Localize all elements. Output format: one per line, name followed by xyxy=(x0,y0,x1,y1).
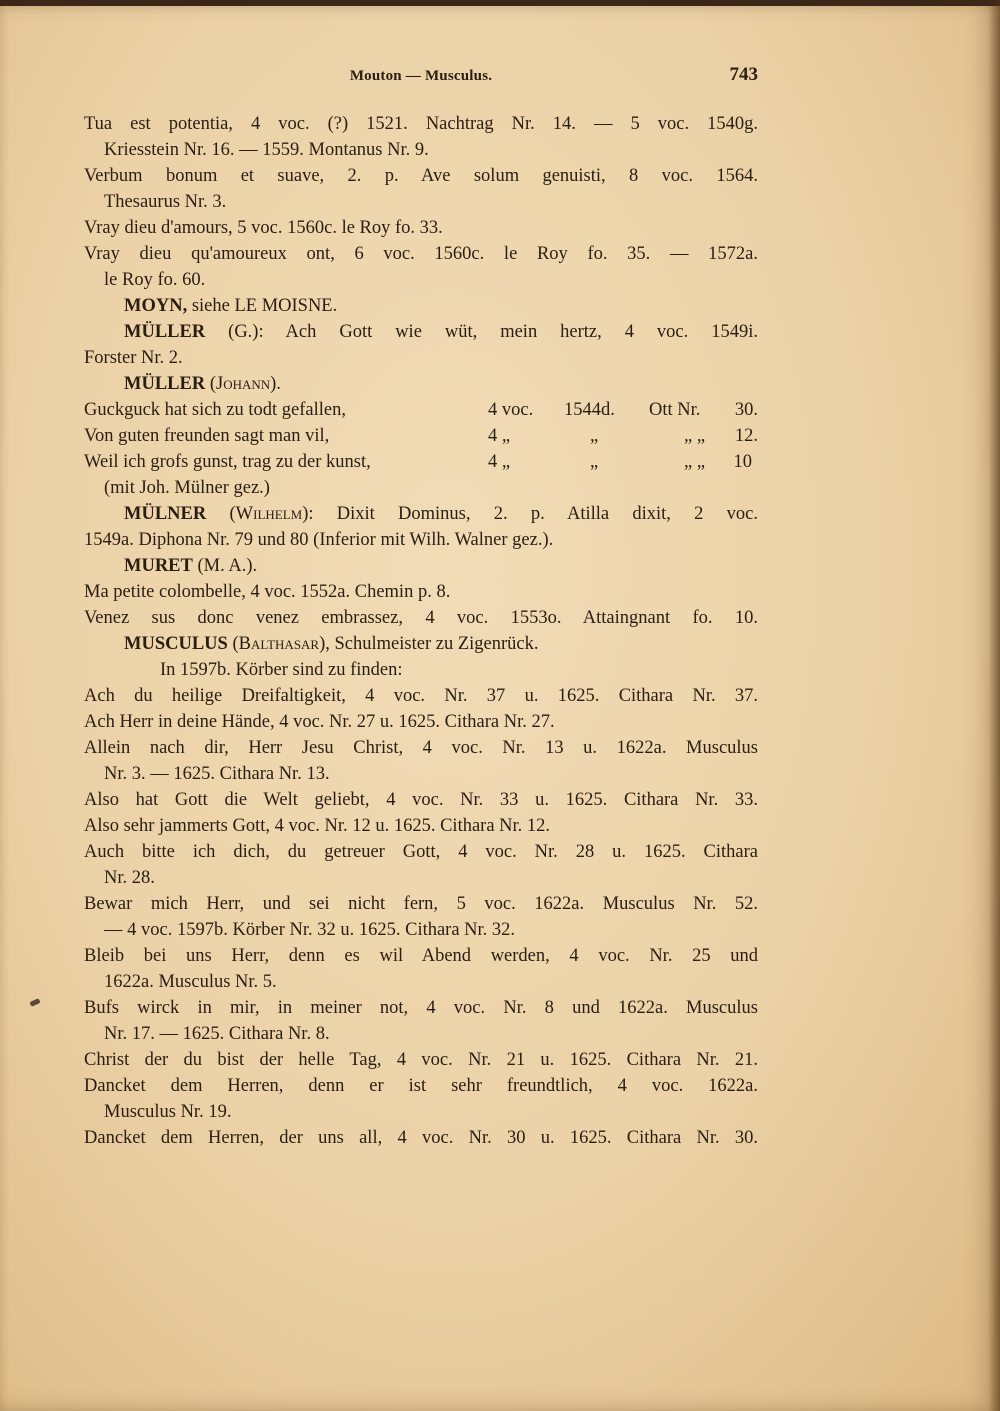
composer-heading-musculus: MUSCULUS (Balthasar), Schulmeister zu Zigenrück. xyxy=(124,634,539,654)
composer-description: ), Schulmeister zu Zigenrück. xyxy=(319,634,539,654)
composer-name: MUSCULUS xyxy=(124,634,228,654)
composer-heading-muller-johann xyxy=(84,371,758,397)
work-year: „ xyxy=(590,426,599,446)
entry-line: Also sehr jammerts Gott, 4 voc. Nr. 12 u. 1625. Cithara Nr. 12. xyxy=(84,816,551,836)
work-row xyxy=(84,423,758,449)
top-edge-shadow xyxy=(0,0,1000,6)
composer-name: MÜLLER xyxy=(124,374,206,394)
entry-line: Vray dieu qu'amoureux ont, 6 voc. 1560c. le Roy fo. 35. — 1572a. xyxy=(84,244,758,264)
musculus-intro: In 1597b. Körber sind zu finden: xyxy=(160,660,403,680)
composer-heading-moyn xyxy=(84,293,758,319)
entry-line: le Roy fo. 60. xyxy=(104,270,206,290)
composer-heading-mulner: MÜLNER (Wilhelm): Dixit Dominus, 2. p. Atilla dixit, 2 voc. xyxy=(124,504,758,524)
entry-line: Bufs wirck in mir, in meiner not, 4 voc. Nr. 8 und 1622a. Musculus xyxy=(84,998,758,1018)
entry-line: Tua est potentia, 4 voc. (?) 1521. Nachtrag Nr. 14. — 5 voc. 1540g. xyxy=(84,114,758,134)
work-title: Guckguck hat sich zu todt gefallen, xyxy=(84,400,346,420)
work-row xyxy=(84,449,758,475)
entry-line: Dancket dem Herren, denn er ist sehr freundtlich, 4 voc. 1622a. xyxy=(84,1076,758,1096)
work-number: 12. xyxy=(734,426,758,446)
work-number: 30. xyxy=(734,400,758,420)
composer-initials: (M. A.). xyxy=(192,556,258,576)
entry-line: Venez sus donc venez embrassez, 4 voc. 1553o. Attaingnant fo. 10. xyxy=(84,608,758,628)
entry-line: Bleib bei uns Herr, denn es wil Abend werden, 4 voc. Nr. 25 und xyxy=(84,946,758,966)
paren: ( xyxy=(205,374,216,394)
work-title: Weil ich grofs gunst, trag zu der kunst, xyxy=(84,452,371,472)
entry-line: Nr. 17. — 1625. Cithara Nr. 8. xyxy=(104,1024,330,1044)
work-year: „ xyxy=(590,452,599,472)
composer-name: MÜLNER xyxy=(124,504,207,524)
page-body xyxy=(84,111,758,1151)
entry-line: Also hat Gott die Welt geliebt, 4 voc. Nr. 33 u. 1625. Cithara Nr. 33. xyxy=(84,790,758,810)
entry-text: ): Dixit Dominus, 2. p. Atilla dixit, 2 voc. xyxy=(302,504,758,524)
entry-line: Bewar mich Herr, und sei nicht fern, 5 voc. 1622a. Musculus Nr. 52. xyxy=(84,894,758,914)
entry-text: (G.): Ach Gott wie wüt, mein hertz, 4 voc. 1549i. xyxy=(205,322,758,342)
musculus-entries xyxy=(84,683,758,1151)
entry-note: (mit Joh. Mülner gez.) xyxy=(104,478,270,498)
composer-first-name: Johann xyxy=(216,374,271,394)
entry-line: Ma petite colombelle, 4 voc. 1552a. Chemin p. 8. xyxy=(84,582,451,602)
entry-line: Ach du heilige Dreifaltigkeit, 4 voc. Nr. 37 u. 1625. Cithara Nr. 37. xyxy=(84,686,758,706)
composer-first-name: Wilhelm xyxy=(235,504,303,524)
entry-line: Christ der du bist der helle Tag, 4 voc. Nr. 21 u. 1625. Cithara Nr. 21. xyxy=(84,1050,758,1070)
work-row xyxy=(84,397,758,423)
page-edge-shadow xyxy=(988,0,1000,1411)
entry-line: Thesaurus Nr. 3. xyxy=(104,192,227,212)
work-source: „ „ xyxy=(684,426,706,446)
entry-line: Auch bitte ich dich, du getreuer Gott, 4 voc. Nr. 28 u. 1625. Cithara xyxy=(84,842,758,862)
entry-line: Forster Nr. 2. xyxy=(84,348,183,368)
ink-mark xyxy=(29,998,40,1007)
composer-heading-muret xyxy=(84,553,758,579)
page-number: 743 xyxy=(729,64,758,85)
work-source: „ „ xyxy=(684,452,706,472)
work-title: Von guten freunden sagt man vil, xyxy=(84,426,330,446)
composer-heading-muller-g xyxy=(84,319,758,345)
work-source: Ott Nr. xyxy=(649,400,701,420)
mouton-entries xyxy=(84,111,758,293)
work-voices: 4 „ xyxy=(488,452,511,472)
composer-name: MÜLLER xyxy=(124,322,206,342)
work-voices: 4 „ xyxy=(488,426,511,446)
entry-line: Ach Herr in deine Hände, 4 voc. Nr. 27 u. 1625. Cithara Nr. 27. xyxy=(84,712,555,732)
composer-name: MOYN, xyxy=(124,296,188,316)
entry-line: Dancket dem Herren, der uns all, 4 voc. Nr. 30 u. 1625. Cithara Nr. 30. xyxy=(84,1128,758,1148)
work-voices: 4 voc. xyxy=(488,400,534,420)
entry-line: — 4 voc. 1597b. Körber Nr. 32 u. 1625. Cithara Nr. 32. xyxy=(104,920,516,940)
entry-line: 1549a. Diphona Nr. 79 und 80 (Inferior mit Wilh. Walner gez.). xyxy=(84,530,554,550)
composer-first-name: Balthasar xyxy=(238,634,320,654)
entry-line: Kriesstein Nr. 16. — 1559. Montanus Nr. 9. xyxy=(104,140,429,160)
page-header xyxy=(84,64,758,94)
entry-line: Verbum bonum et suave, 2. p. Ave solum genuisti, 8 voc. 1564. xyxy=(84,166,758,186)
work-year: 1544d. xyxy=(564,400,615,420)
work-number: 10 xyxy=(733,452,752,472)
cross-reference: siehe LE MOISNE. xyxy=(187,296,338,316)
paren: ). xyxy=(270,374,281,394)
entry-line: Nr. 28. xyxy=(104,868,155,888)
entry-line: Musculus Nr. 19. xyxy=(104,1102,232,1122)
entry-line: Nr. 3. — 1625. Cithara Nr. 13. xyxy=(104,764,330,784)
entry-line: Vray dieu d'amours, 5 voc. 1560c. le Roy fo. 33. xyxy=(84,218,443,238)
entry-line: 1622a. Musculus Nr. 5. xyxy=(104,972,277,992)
running-head: Mouton — Musculus. xyxy=(349,68,493,84)
composer-name: MURET xyxy=(124,556,193,576)
entry-line: Allein nach dir, Herr Jesu Christ, 4 voc. Nr. 13 u. 1622a. Musculus xyxy=(84,738,758,758)
